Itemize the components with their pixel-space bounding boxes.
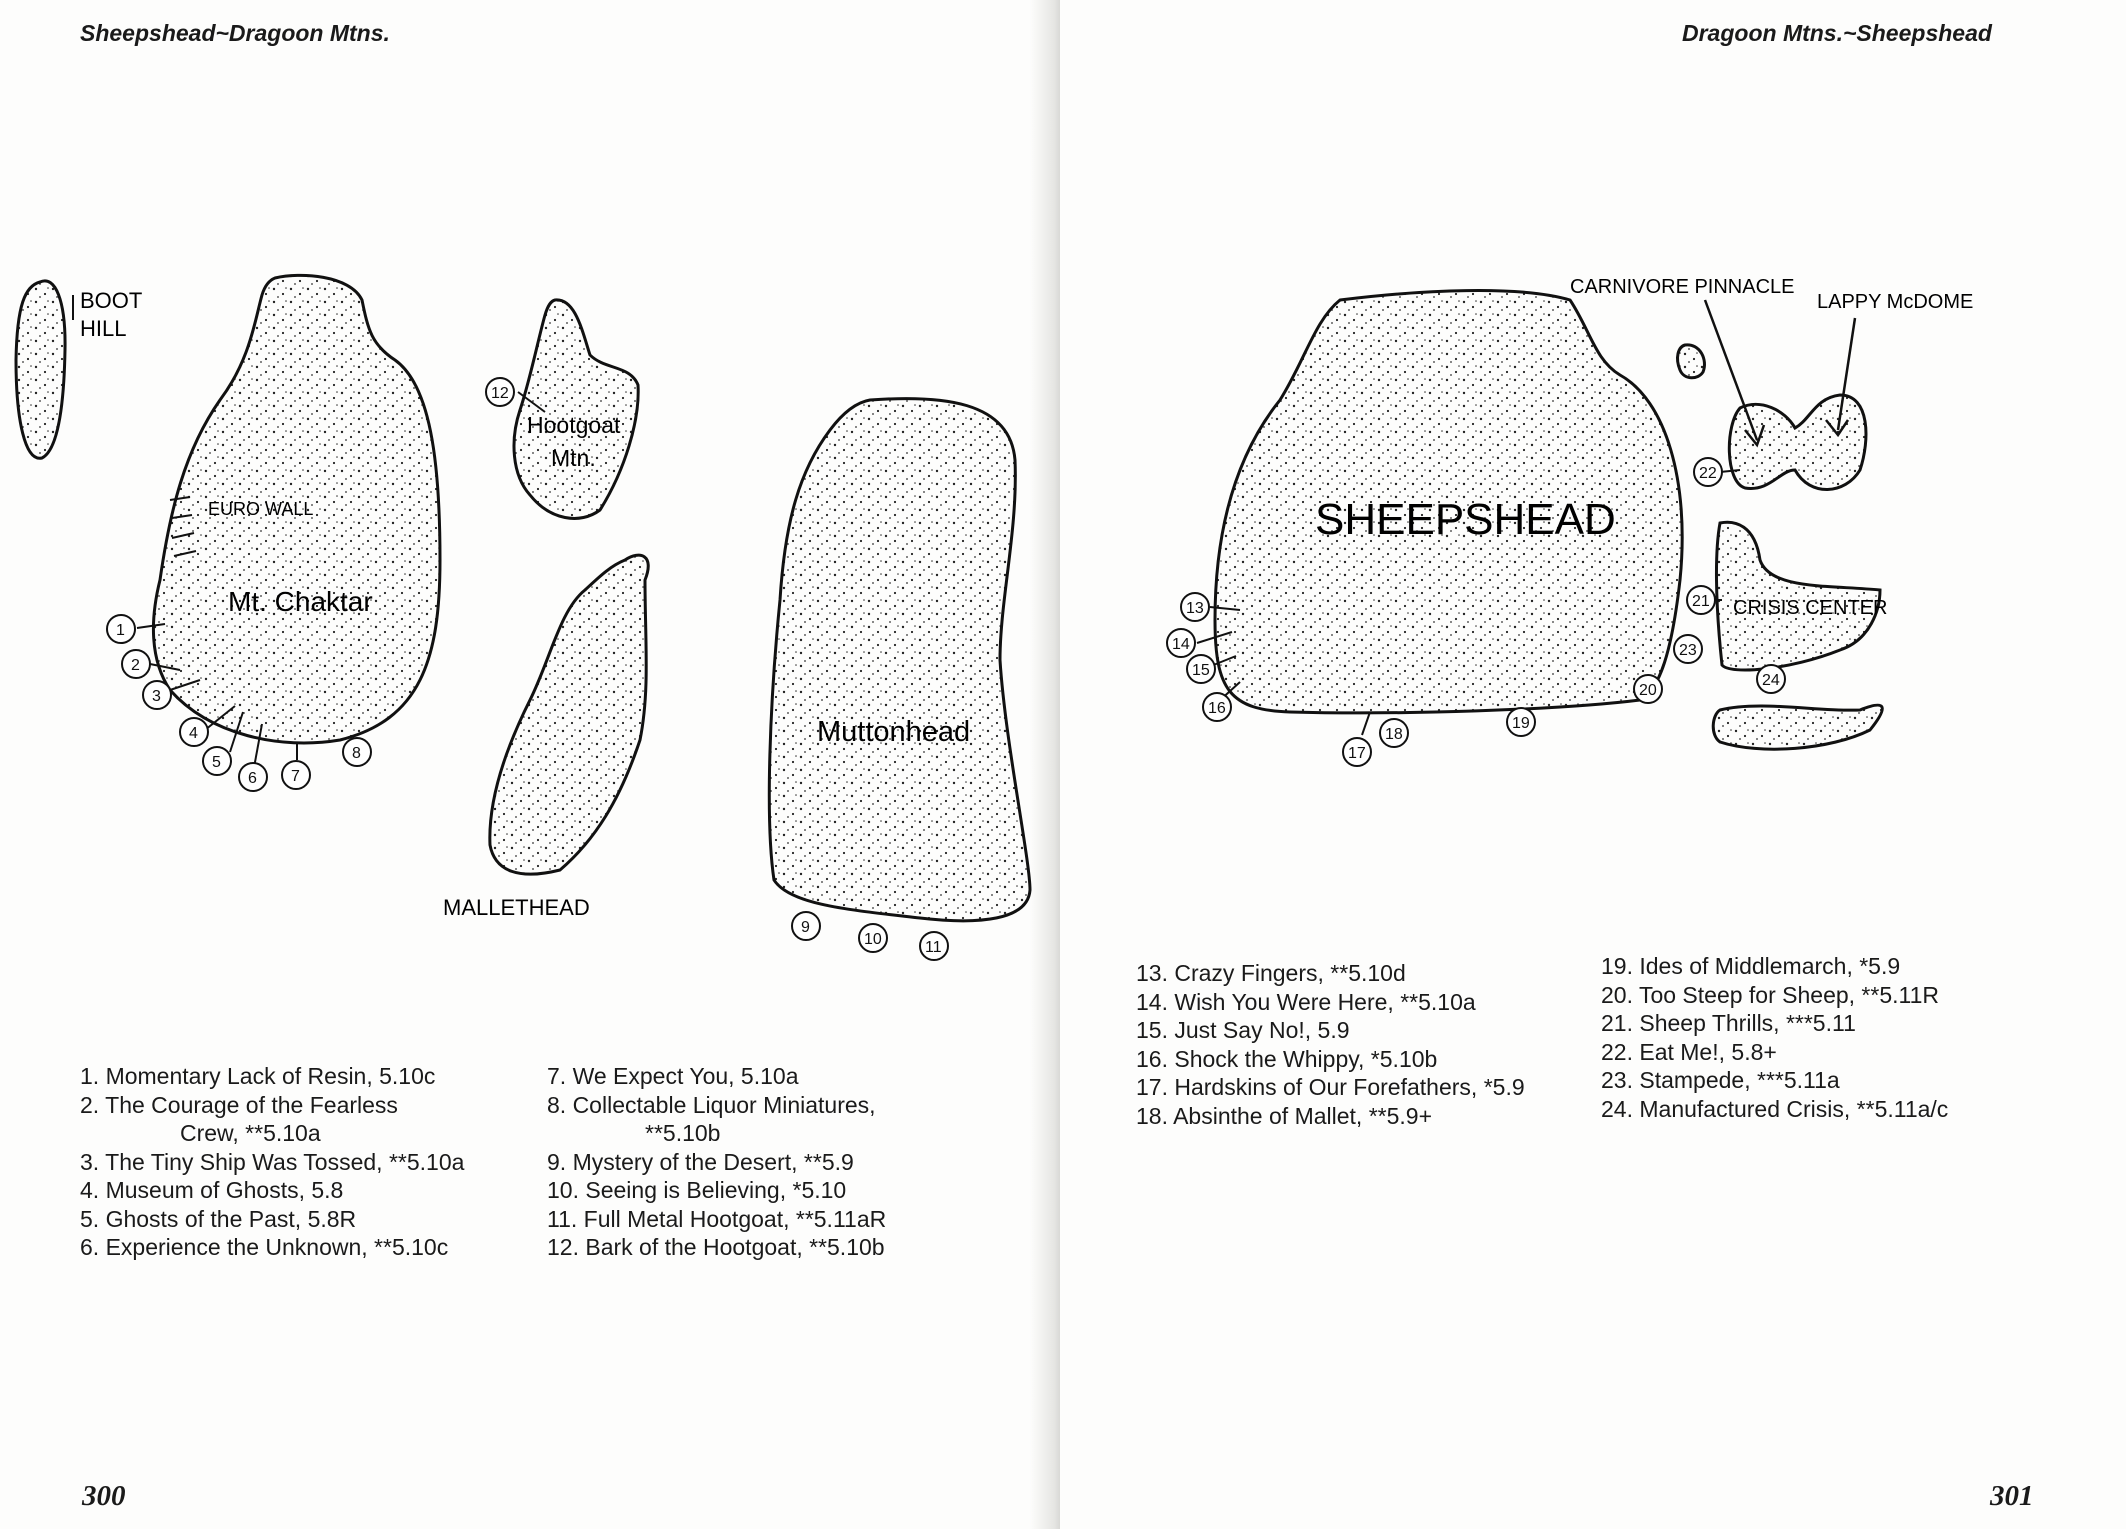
route-marker-19	[1507, 708, 1535, 736]
route-item: 10. Seeing is Believing, *5.10	[547, 1177, 847, 1203]
lappy-mcdome-label: LAPPY McDOME	[1817, 291, 1974, 313]
crisis-center-formation	[1713, 522, 1887, 749]
right-page-number: 301	[1990, 1480, 2034, 1512]
hootgoat-label-2: Mtn.	[551, 445, 596, 471]
route-item: 2. The Courage of the Fearless	[80, 1091, 398, 1118]
route-marker-6	[239, 763, 267, 791]
svg-text:23: 23	[1679, 642, 1697, 659]
boot-hill-label-2: HILL	[80, 316, 127, 341]
route-item-continuation: Crew, **5.10a	[180, 1120, 321, 1146]
route-item: 8. Collectable Liquor Miniatures,	[547, 1091, 876, 1118]
mallethead-formation	[443, 555, 648, 920]
svg-text:22: 22	[1699, 465, 1717, 482]
route-marker-1	[107, 615, 135, 643]
sheepshead-label: SHEEPSHEAD	[1315, 495, 1616, 544]
route-item-continuation: **5.10b	[645, 1120, 721, 1146]
svg-text:15: 15	[1192, 662, 1210, 679]
route-marker-17	[1343, 738, 1371, 766]
route-marker-8	[343, 738, 371, 766]
svg-text:19: 19	[1512, 715, 1530, 732]
route-marker-20	[1634, 675, 1662, 703]
boot-hill-formation	[16, 281, 142, 458]
route-item: 12. Bark of the Hootgoat, **5.10b	[547, 1234, 885, 1260]
svg-text:24: 24	[1762, 672, 1780, 689]
svg-text:11: 11	[925, 939, 942, 956]
route-marker-16	[1203, 693, 1231, 721]
route-item: 21. Sheep Thrills, ***5.11	[1601, 1010, 1856, 1036]
route-marker-18	[1380, 719, 1408, 747]
svg-text:10: 10	[864, 931, 882, 948]
route-item: 24. Manufactured Crisis, **5.11a/c	[1601, 1095, 1949, 1122]
euro-wall-label: EURO WALL	[208, 499, 314, 519]
svg-text:13: 13	[1186, 600, 1204, 617]
svg-text:16: 16	[1208, 700, 1226, 717]
mt-chaktar-formation	[153, 275, 440, 743]
svg-text:14: 14	[1172, 636, 1190, 653]
route-item: 15. Just Say No!, 5.9	[1136, 1017, 1350, 1043]
hootgoat-mtn-formation	[514, 300, 638, 519]
route-item: 16. Shock the Whippy, *5.10b	[1136, 1045, 1438, 1072]
muttonhead-formation	[769, 399, 1030, 921]
svg-text:6: 6	[248, 770, 257, 787]
route-marker-21	[1687, 586, 1715, 614]
svg-text:12: 12	[491, 385, 509, 402]
svg-text:20: 20	[1639, 682, 1657, 699]
left-page-number: 300	[82, 1480, 126, 1512]
mallethead-label: MALLETHEAD	[443, 895, 590, 920]
route-item: 9. Mystery of the Desert, **5.9	[547, 1148, 854, 1175]
route-item: 3. The Tiny Ship Was Tossed, **5.10a	[80, 1148, 465, 1175]
left-page-header: Sheepshead~Dragoon Mtns.	[80, 20, 390, 46]
svg-text:1: 1	[116, 622, 125, 639]
route-item: 4. Museum of Ghosts, 5.8	[80, 1177, 344, 1203]
svg-text:4: 4	[189, 725, 198, 742]
route-item: 1. Momentary Lack of Resin, 5.10c	[80, 1063, 436, 1089]
svg-text:7: 7	[291, 768, 300, 785]
svg-text:5: 5	[212, 754, 221, 771]
svg-text:18: 18	[1385, 726, 1403, 743]
route-item: 18. Absinthe of Mallet, **5.9+	[1136, 1102, 1433, 1129]
svg-text:8: 8	[352, 745, 361, 762]
route-item: 5. Ghosts of the Past, 5.8R	[80, 1205, 357, 1232]
boot-hill-label-1: BOOT	[80, 288, 143, 313]
route-marker-7	[282, 761, 310, 789]
svg-text:3: 3	[152, 688, 161, 705]
route-marker-11	[920, 932, 948, 960]
route-item: 13. Crazy Fingers, **5.10d	[1136, 960, 1406, 986]
mt-chaktar-label: Mt. Chaktar	[228, 586, 373, 617]
muttonhead-label: Muttonhead	[817, 716, 971, 748]
route-marker-4	[180, 718, 208, 746]
svg-text:21: 21	[1692, 593, 1710, 610]
route-item: 20. Too Steep for Sheep, **5.11R	[1601, 981, 1940, 1008]
route-marker-3	[143, 681, 171, 709]
route-marker-22	[1694, 458, 1722, 486]
route-marker-2	[122, 650, 150, 678]
route-marker-14	[1167, 629, 1195, 657]
route-item: 7. We Expect You, 5.10a	[547, 1063, 799, 1089]
route-marker-24	[1757, 665, 1785, 693]
right-page-header: Dragoon Mtns.~Sheepshead	[1682, 20, 1992, 46]
carnivore-pinnacle-label: CARNIVORE PINNACLE	[1570, 276, 1795, 298]
lappy-mcdome-rock	[1729, 395, 1866, 490]
route-item: 11. Full Metal Hootgoat, **5.11aR	[547, 1205, 887, 1232]
route-item: 22. Eat Me!, 5.8+	[1601, 1038, 1777, 1065]
route-item: 19. Ides of Middlemarch, *5.9	[1601, 953, 1901, 979]
route-marker-10	[859, 924, 887, 952]
route-item: 6. Experience the Unknown, **5.10c	[80, 1234, 449, 1260]
route-marker-13	[1181, 593, 1209, 621]
svg-text:2: 2	[131, 657, 140, 674]
route-item: 23. Stampede, ***5.11a	[1601, 1067, 1840, 1093]
route-marker-12	[486, 378, 514, 406]
route-marker-23	[1674, 635, 1702, 663]
route-item: 17. Hardskins of Our Forefathers, *5.9	[1136, 1074, 1525, 1100]
route-marker-15	[1187, 655, 1215, 683]
route-item: 14. Wish You Were Here, **5.10a	[1136, 988, 1476, 1015]
crisis-center-label: CRISIS CENTER	[1733, 597, 1888, 619]
sheepshead-formation	[1215, 291, 1682, 713]
carnivore-pinnacle-rock	[1678, 345, 1705, 378]
hootgoat-label-1: Hootgoat	[527, 412, 621, 438]
svg-text:9: 9	[801, 919, 810, 936]
svg-text:17: 17	[1348, 745, 1366, 762]
route-marker-9	[792, 912, 820, 940]
route-marker-5	[203, 747, 231, 775]
